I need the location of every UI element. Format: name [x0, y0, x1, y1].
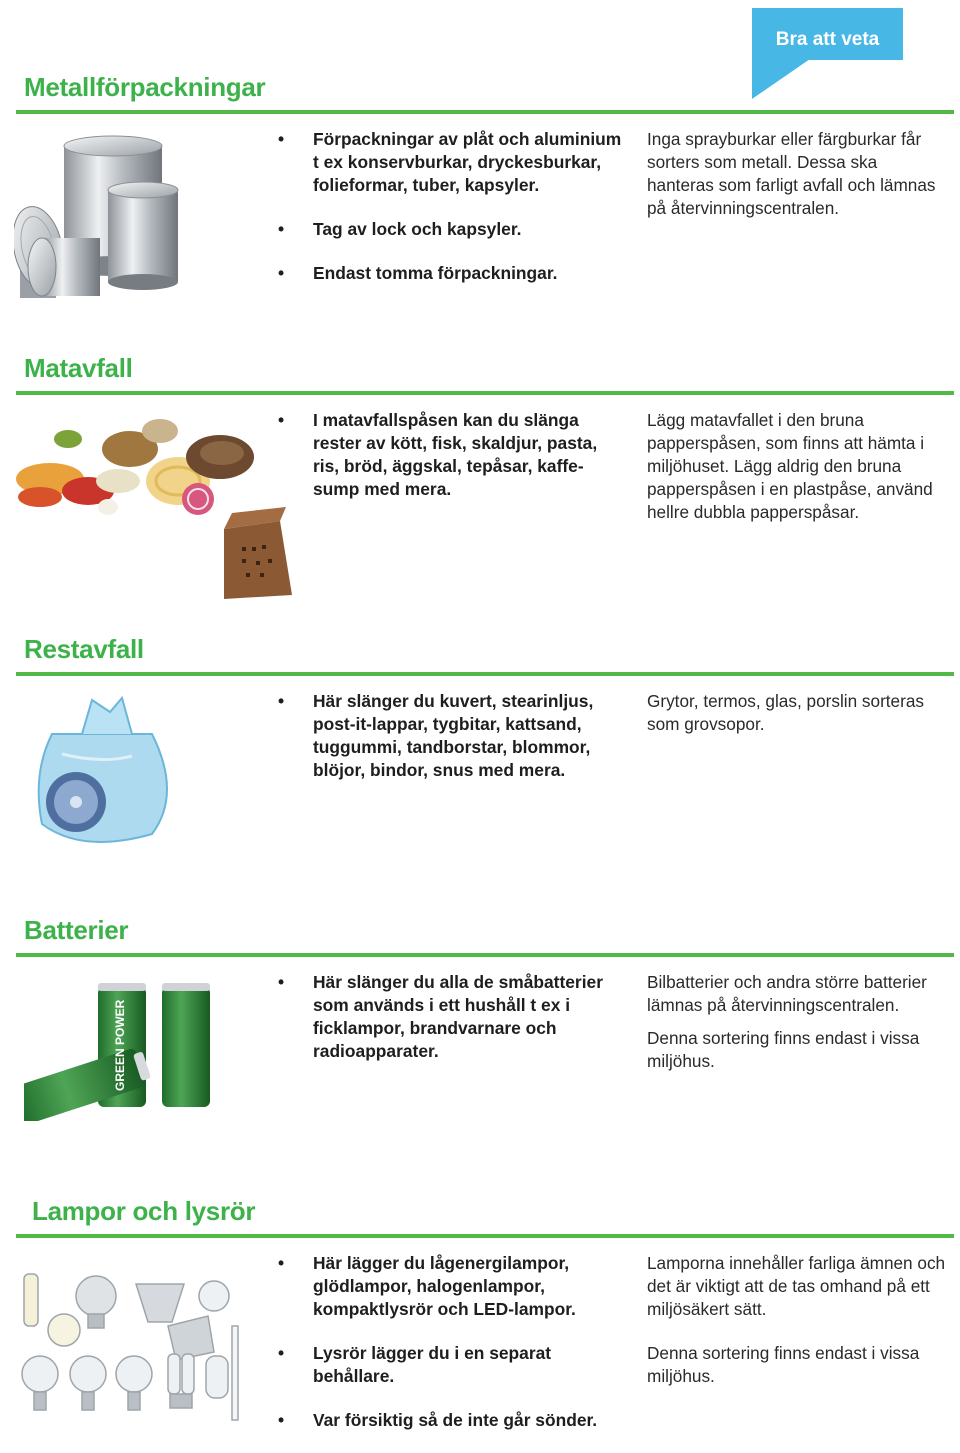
section-divider: [16, 953, 954, 957]
section-title: Metallförpackningar: [24, 72, 266, 102]
info-note: Bilbatterier och andra större batterier lämnas på återvinningscentralen. Denna sortering finns endast i vissa miljöhus.: [647, 972, 927, 1071]
bullet-list: [278, 128, 623, 306]
list-item: • Tag av lock och kapsyler.: [278, 219, 522, 239]
section-divider: [16, 1234, 954, 1238]
section-divider: [16, 391, 954, 395]
trash-bag-icon: [12, 694, 182, 856]
list-item: • Lysrör lägger du i en separat behållare.: [278, 1343, 552, 1386]
tin-cans-icon: [14, 128, 204, 306]
section-title: Restavfall: [24, 634, 144, 664]
section-divider: [16, 110, 954, 114]
list-item: • Förpackningar av plåt och aluminium t ex konservburkar, dryckesburkar, folieformar, tuber, kapsyler.: [278, 129, 622, 195]
battery-icon: [24, 973, 234, 1121]
callout-label: Bra att veta: [775, 29, 880, 50]
callout-tail: [752, 59, 810, 99]
list-item: • Endast tomma förpackningar.: [278, 263, 558, 283]
section-divider: [16, 672, 954, 676]
list-item: • Var försiktig så de inte går sönder.: [278, 1410, 598, 1430]
section-title: Matavfall: [24, 353, 133, 383]
bullet-list: [278, 971, 623, 1084]
light-bulbs-icon: [18, 1256, 248, 1426]
bullet-list: [278, 690, 623, 803]
info-note: Grytor, termos, glas, porslin sorteras som grovsopor.: [647, 691, 924, 734]
section-title: Lampor och lysrör: [32, 1196, 256, 1226]
info-note: Lägg matavfallet i den bruna papperspåsen, som finns att hämta i miljöhuset. Lägg aldrig den bruna papperspåsen i en plastpåse, använd hellre dubbla papperspåsar.: [647, 410, 933, 522]
bullet-list: [278, 409, 623, 522]
list-item: • Här slänger du kuvert, stearinljus, post-it-lappar, tygbitar, kattsand, tuggummi, tandborstar, blommor, blöjor, bindor, snus med mera.: [278, 691, 594, 780]
info-note: Inga sprayburkar eller färgburkar får sorters som metall. Dessa ska hanteras som farligt avfall och lämnas på återvinningscentralen.: [647, 129, 936, 218]
list-item: • Här lägger du lågenergilampor, glödlampor, halogenlampor, kompaktlysrör och LED-lampor.: [278, 1253, 576, 1319]
battery-label: GREEN POWER: [113, 999, 127, 1091]
info-note: Lamporna innehåller farliga ämnen och det är viktigt att de tas omhand på ett miljösäkert sätt. Denna sortering finns endast i vissa miljöhus.: [647, 1253, 946, 1386]
section-title: Batterier: [24, 915, 129, 945]
list-item: • I matavfallspåsen kan du slänga rester av kött, fisk, skaldjur, pasta, ris, bröd, äggskal, tepåsar, kaffe-sump med mera.: [278, 410, 598, 499]
bullet-list: [278, 1252, 623, 1453]
food-waste-icon: [10, 409, 300, 603]
list-item: • Här slänger du alla de småbatterier som används i ett hushåll t ex i ficklampor, brandvarnare och radioapparater.: [278, 972, 603, 1061]
